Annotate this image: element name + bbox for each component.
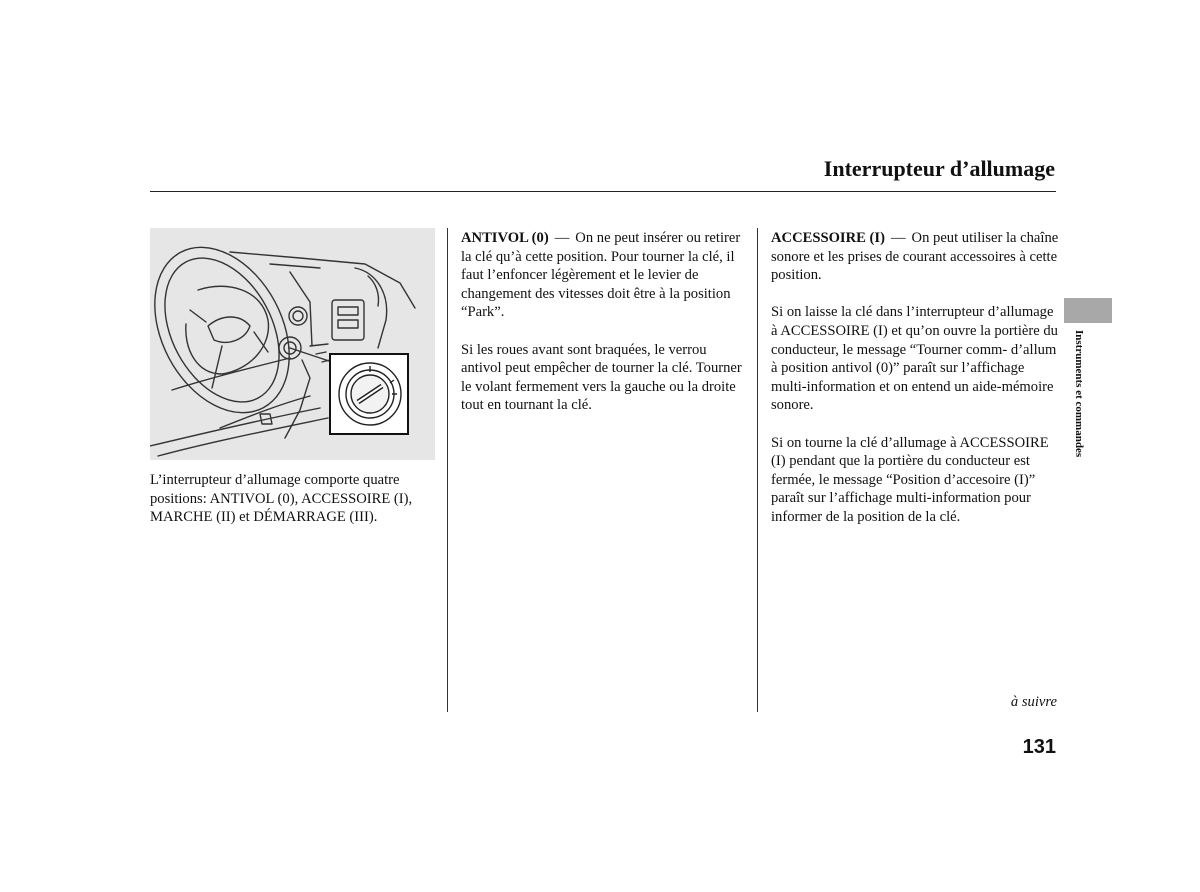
antivol-heading: ANTIVOL (0) xyxy=(461,230,549,246)
section-tab xyxy=(1064,298,1112,323)
column-3-text xyxy=(771,229,1061,527)
accessoire-heading: ACCESSOIRE (I) xyxy=(771,230,885,246)
page-number: 131 xyxy=(1022,736,1056,758)
antivol-paragraph xyxy=(461,229,744,322)
column-2-text xyxy=(461,229,744,415)
column-1-text xyxy=(150,471,430,527)
title-rule xyxy=(150,191,1056,192)
steering-lock-paragraph: Si les roues avant sont braquées, le verrou antivol peut empêcher de tourner la clé. Tourner le volant fermement vers la gauche ou la droite tout en tournant la clé. xyxy=(461,341,742,414)
section-label: Instruments et commandes xyxy=(1073,330,1085,458)
em-dash: — xyxy=(554,230,570,246)
door-open-paragraph: Si on laisse la clé dans l’interrupteur d’allumage à ACCESSOIRE (I) et qu’on ouvre la portière du conducteur, le message “Tourner comm- d’allum à position antivol (0)” paraît sur l’affichage multi-information et on entend un aide-mémoire sonore. xyxy=(771,304,1058,414)
accessoire-text: On peut utiliser la chaîne sonore et les prises de courant accessoires à cette position. xyxy=(771,230,1059,284)
em-dash: — xyxy=(890,230,906,246)
door-closed-paragraph: Si on tourne la clé d’allumage à ACCESSOIRE (I) pendant que la portière du conducteur est fermée, le message “Position d’accesoire (I)” paraît sur l’affichage multi-information pour informer de la position de la clé. xyxy=(771,434,1049,525)
intro-paragraph: L’interrupteur d’allumage comporte quatre positions: ANTIVOL (0), ACCESSOIRE (I), MARCHE (II) et DÉMARRAGE (III). xyxy=(150,472,413,526)
accessoire-paragraph xyxy=(771,229,1061,285)
column-divider xyxy=(447,228,448,712)
ignition-switch-illustration xyxy=(150,228,435,460)
antivol-text: On ne peut insérer ou retirer la clé qu’à cette position. Pour tourner la clé, il faut l’enfoncer légèrement et le levier de changement des vitesses doit être à la position “Park”. xyxy=(461,230,741,321)
column-divider xyxy=(757,228,758,712)
continued-label: à suivre xyxy=(1010,694,1057,710)
page-title: Interrupteur d’allumage xyxy=(823,156,1055,181)
